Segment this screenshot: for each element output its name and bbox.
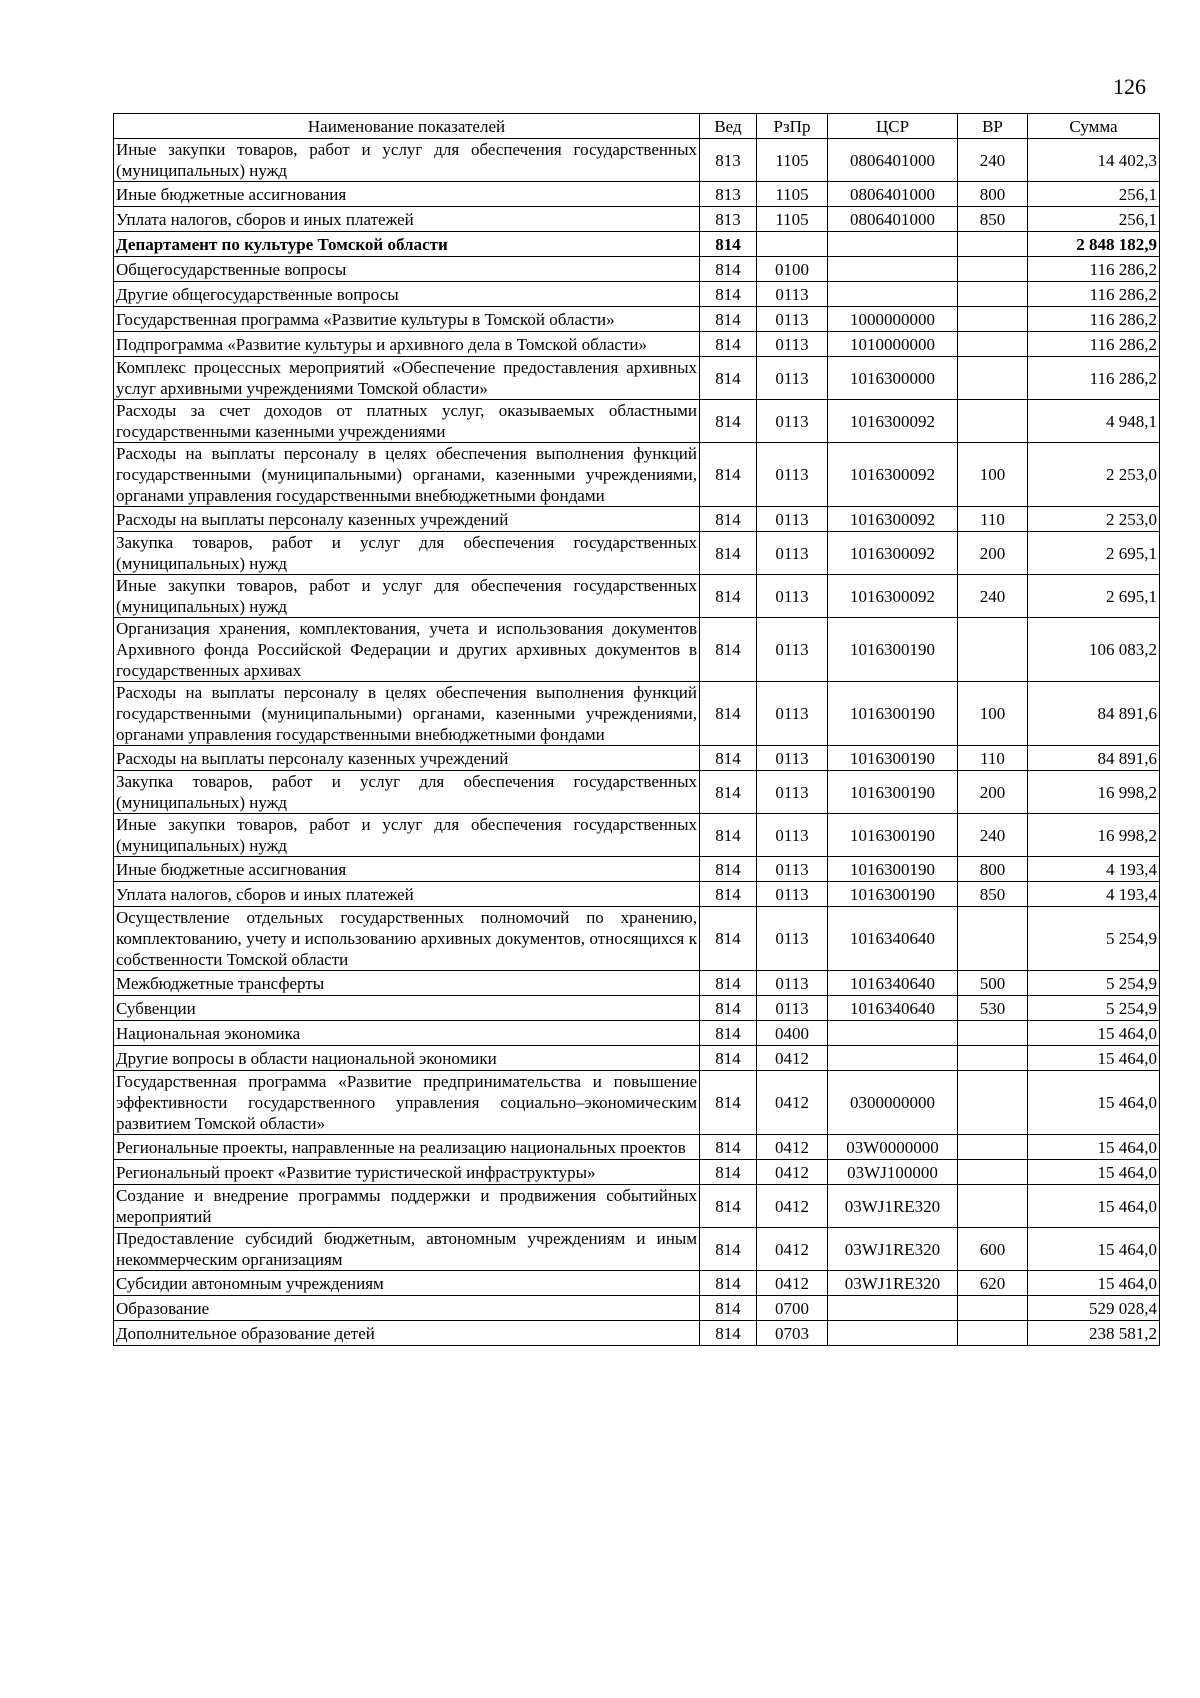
cell-vr: 530 [958, 996, 1028, 1021]
cell-vr [958, 618, 1028, 682]
cell-sum: 15 464,0 [1028, 1046, 1160, 1071]
cell-csr: 0806401000 [828, 139, 958, 182]
cell-name: Организация хранения, комплектования, учета и использования документов Архивного фонда Российской Федерации и других архивных документов в государственных архивах [114, 618, 700, 682]
cell-vr: 800 [958, 182, 1028, 207]
cell-csr: 1016300190 [828, 618, 958, 682]
table-row [114, 1071, 1160, 1135]
cell-vr [958, 232, 1028, 257]
cell-name: Осуществление отдельных государственных полномочий по хранению, комплектованию, учету и использованию архивных документов, относящихся к собственности Томской области [114, 907, 700, 971]
cell-name: Предоставление субсидий бюджетным, автономным учреждениям и иным некоммерческим организациям [114, 1228, 700, 1271]
cell-sum: 16 998,2 [1028, 771, 1160, 814]
cell-sum: 15 464,0 [1028, 1160, 1160, 1185]
table-row [114, 1046, 1160, 1071]
cell-name: Другие общегосударственные вопросы [114, 282, 700, 307]
page-number: 126 [1113, 74, 1146, 99]
cell-rzpr: 0412 [757, 1160, 828, 1185]
cell-sum: 15 464,0 [1028, 1021, 1160, 1046]
cell-sum: 256,1 [1028, 207, 1160, 232]
cell-rzpr: 0113 [757, 618, 828, 682]
cell-vr [958, 1160, 1028, 1185]
cell-rzpr: 0412 [757, 1185, 828, 1228]
table-row [114, 618, 1160, 682]
cell-vr: 110 [958, 746, 1028, 771]
cell-ved: 814 [700, 332, 757, 357]
cell-ved: 814 [700, 1321, 757, 1346]
cell-csr: 03W0000000 [828, 1135, 958, 1160]
cell-rzpr: 0412 [757, 1228, 828, 1271]
table-row [114, 1021, 1160, 1046]
cell-sum: 16 998,2 [1028, 814, 1160, 857]
cell-vr: 600 [958, 1228, 1028, 1271]
cell-ved: 814 [700, 400, 757, 443]
cell-vr [958, 282, 1028, 307]
budget-table [113, 113, 1160, 1346]
cell-sum: 116 286,2 [1028, 307, 1160, 332]
cell-rzpr: 0113 [757, 996, 828, 1021]
cell-name: Образование [114, 1296, 700, 1321]
cell-ved: 814 [700, 857, 757, 882]
cell-ved: 814 [700, 771, 757, 814]
cell-sum: 238 581,2 [1028, 1321, 1160, 1346]
cell-name: Региональный проект «Развитие туристической инфраструктуры» [114, 1160, 700, 1185]
cell-vr: 100 [958, 443, 1028, 507]
table-row [114, 307, 1160, 332]
cell-ved: 814 [700, 971, 757, 996]
cell-csr: 1016300190 [828, 746, 958, 771]
cell-sum: 529 028,4 [1028, 1296, 1160, 1321]
cell-name: Комплекс процессных мероприятий «Обеспечение предоставления архивных услуг архивными учреждениями Томской области» [114, 357, 700, 400]
cell-rzpr: 0113 [757, 907, 828, 971]
cell-vr [958, 257, 1028, 282]
cell-csr: 1016340640 [828, 996, 958, 1021]
cell-rzpr: 0113 [757, 746, 828, 771]
table-row [114, 1228, 1160, 1271]
cell-rzpr: 0113 [757, 332, 828, 357]
cell-ved: 814 [700, 682, 757, 746]
cell-csr [828, 282, 958, 307]
cell-name: Расходы на выплаты персоналу в целях обеспечения выполнения функций государственными (муниципальными) органами, казенными учреждениями, органами управления государственными внебюджетными фондами [114, 682, 700, 746]
cell-name: Иные закупки товаров, работ и услуг для обеспечения государственных (муниципальных) нужд [114, 139, 700, 182]
cell-name: Государственная программа «Развитие культуры в Томской области» [114, 307, 700, 332]
cell-ved: 814 [700, 618, 757, 682]
cell-csr: 0806401000 [828, 182, 958, 207]
cell-csr: 1016300092 [828, 532, 958, 575]
table-row [114, 507, 1160, 532]
cell-rzpr: 0700 [757, 1296, 828, 1321]
table-body [114, 139, 1160, 1346]
header-name: Наименование показателей [114, 114, 700, 139]
cell-rzpr: 0703 [757, 1321, 828, 1346]
cell-name: Расходы на выплаты персоналу казенных учреждений [114, 746, 700, 771]
table-row [114, 882, 1160, 907]
cell-ved: 814 [700, 1185, 757, 1228]
cell-rzpr: 0113 [757, 882, 828, 907]
cell-rzpr: 0113 [757, 971, 828, 996]
cell-sum: 5 254,9 [1028, 907, 1160, 971]
cell-sum: 5 254,9 [1028, 996, 1160, 1021]
cell-csr: 1016300092 [828, 400, 958, 443]
cell-ved: 814 [700, 882, 757, 907]
cell-csr: 1016300092 [828, 443, 958, 507]
table-row [114, 1321, 1160, 1346]
cell-vr: 850 [958, 882, 1028, 907]
cell-vr [958, 1071, 1028, 1135]
cell-csr: 03WJ1RE320 [828, 1185, 958, 1228]
table-row [114, 814, 1160, 857]
table-row [114, 532, 1160, 575]
table-row [114, 232, 1160, 257]
cell-name: Иные закупки товаров, работ и услуг для обеспечения государственных (муниципальных) нужд [114, 814, 700, 857]
cell-ved: 814 [700, 1296, 757, 1321]
cell-sum: 14 402,3 [1028, 139, 1160, 182]
cell-csr [828, 1021, 958, 1046]
cell-ved: 814 [700, 1228, 757, 1271]
cell-name: Дополнительное образование детей [114, 1321, 700, 1346]
cell-csr: 1016300190 [828, 682, 958, 746]
table-header [114, 114, 1160, 139]
cell-rzpr: 0113 [757, 443, 828, 507]
cell-csr: 1016300190 [828, 882, 958, 907]
cell-csr: 1010000000 [828, 332, 958, 357]
cell-rzpr: 1105 [757, 139, 828, 182]
cell-ved: 814 [700, 282, 757, 307]
table-row [114, 971, 1160, 996]
table-row [114, 1296, 1160, 1321]
cell-rzpr: 0113 [757, 400, 828, 443]
cell-vr [958, 907, 1028, 971]
cell-rzpr [757, 232, 828, 257]
cell-ved: 814 [700, 996, 757, 1021]
table-row [114, 746, 1160, 771]
cell-vr: 200 [958, 771, 1028, 814]
cell-vr [958, 1185, 1028, 1228]
table-row [114, 996, 1160, 1021]
cell-ved: 813 [700, 139, 757, 182]
cell-vr [958, 332, 1028, 357]
cell-rzpr: 1105 [757, 182, 828, 207]
table-row [114, 182, 1160, 207]
cell-name: Расходы за счет доходов от платных услуг, оказываемых областными государственными казенными учреждениями [114, 400, 700, 443]
table-row [114, 443, 1160, 507]
table-row [114, 907, 1160, 971]
cell-sum: 15 464,0 [1028, 1135, 1160, 1160]
cell-csr: 1016300190 [828, 857, 958, 882]
header-ved: Вед [700, 114, 757, 139]
cell-ved: 814 [700, 1135, 757, 1160]
cell-name: Межбюджетные трансферты [114, 971, 700, 996]
cell-sum: 5 254,9 [1028, 971, 1160, 996]
cell-csr: 03WJ1RE320 [828, 1228, 958, 1271]
cell-name: Иные закупки товаров, работ и услуг для обеспечения государственных (муниципальных) нужд [114, 575, 700, 618]
cell-name: Иные бюджетные ассигнования [114, 182, 700, 207]
cell-sum: 15 464,0 [1028, 1185, 1160, 1228]
cell-csr: 1016300000 [828, 357, 958, 400]
cell-vr [958, 1321, 1028, 1346]
cell-rzpr: 0113 [757, 857, 828, 882]
cell-name: Региональные проекты, направленные на реализацию национальных проектов [114, 1135, 700, 1160]
cell-vr [958, 1021, 1028, 1046]
cell-csr [828, 1321, 958, 1346]
cell-csr: 0806401000 [828, 207, 958, 232]
cell-vr: 110 [958, 507, 1028, 532]
cell-ved: 814 [700, 1046, 757, 1071]
cell-rzpr: 0412 [757, 1135, 828, 1160]
cell-name: Уплата налогов, сборов и иных платежей [114, 882, 700, 907]
cell-name: Закупка товаров, работ и услуг для обеспечения государственных (муниципальных) нужд [114, 532, 700, 575]
cell-sum: 84 891,6 [1028, 682, 1160, 746]
cell-sum: 116 286,2 [1028, 357, 1160, 400]
cell-rzpr: 0113 [757, 307, 828, 332]
cell-sum: 256,1 [1028, 182, 1160, 207]
header-row [114, 114, 1160, 139]
cell-vr: 240 [958, 814, 1028, 857]
table-row [114, 575, 1160, 618]
cell-csr: 1000000000 [828, 307, 958, 332]
table-row [114, 1185, 1160, 1228]
cell-sum: 2 848 182,9 [1028, 232, 1160, 257]
cell-ved: 814 [700, 257, 757, 282]
cell-name: Субсидии автономным учреждениям [114, 1271, 700, 1296]
cell-csr: 1016340640 [828, 971, 958, 996]
cell-ved: 814 [700, 907, 757, 971]
cell-sum: 2 695,1 [1028, 575, 1160, 618]
cell-csr: 03WJ1RE320 [828, 1271, 958, 1296]
table-row [114, 282, 1160, 307]
cell-ved: 814 [700, 1071, 757, 1135]
table-row [114, 207, 1160, 232]
cell-sum: 15 464,0 [1028, 1271, 1160, 1296]
cell-vr: 500 [958, 971, 1028, 996]
cell-sum: 116 286,2 [1028, 257, 1160, 282]
cell-rzpr: 1105 [757, 207, 828, 232]
cell-sum: 2 695,1 [1028, 532, 1160, 575]
table-row [114, 257, 1160, 282]
cell-rzpr: 0100 [757, 257, 828, 282]
header-vr: ВР [958, 114, 1028, 139]
cell-sum: 4 193,4 [1028, 857, 1160, 882]
cell-vr: 850 [958, 207, 1028, 232]
cell-sum: 116 286,2 [1028, 282, 1160, 307]
table-row [114, 1135, 1160, 1160]
cell-sum: 84 891,6 [1028, 746, 1160, 771]
cell-ved: 814 [700, 357, 757, 400]
table-row [114, 400, 1160, 443]
cell-name: Другие вопросы в области национальной экономики [114, 1046, 700, 1071]
cell-name: Закупка товаров, работ и услуг для обеспечения государственных (муниципальных) нужд [114, 771, 700, 814]
cell-vr: 200 [958, 532, 1028, 575]
cell-ved: 813 [700, 182, 757, 207]
cell-csr [828, 232, 958, 257]
cell-csr: 1016300092 [828, 507, 958, 532]
cell-vr: 240 [958, 139, 1028, 182]
cell-sum: 2 253,0 [1028, 507, 1160, 532]
cell-name: Государственная программа «Развитие предпринимательства и повышение эффективности государственного управления социально–экономическим развитием Томской области» [114, 1071, 700, 1135]
cell-name: Департамент по культуре Томской области [114, 232, 700, 257]
cell-csr: 1016300190 [828, 771, 958, 814]
table-row [114, 682, 1160, 746]
cell-rzpr: 0113 [757, 357, 828, 400]
cell-vr [958, 307, 1028, 332]
cell-csr: 03WJ100000 [828, 1160, 958, 1185]
cell-rzpr: 0412 [757, 1271, 828, 1296]
cell-ved: 814 [700, 814, 757, 857]
cell-csr: 1016300190 [828, 814, 958, 857]
cell-rzpr: 0412 [757, 1046, 828, 1071]
table-row [114, 332, 1160, 357]
cell-ved: 814 [700, 1021, 757, 1046]
cell-ved: 814 [700, 507, 757, 532]
header-sum: Сумма [1028, 114, 1160, 139]
cell-sum: 4 193,4 [1028, 882, 1160, 907]
table-row [114, 1271, 1160, 1296]
cell-rzpr: 0113 [757, 507, 828, 532]
cell-vr: 800 [958, 857, 1028, 882]
cell-sum: 2 253,0 [1028, 443, 1160, 507]
table-row [114, 357, 1160, 400]
cell-ved: 814 [700, 1271, 757, 1296]
table-row [114, 139, 1160, 182]
cell-rzpr: 0113 [757, 575, 828, 618]
header-rzpr: РзПр [757, 114, 828, 139]
cell-vr: 100 [958, 682, 1028, 746]
cell-rzpr: 0412 [757, 1071, 828, 1135]
cell-csr [828, 257, 958, 282]
cell-csr: 0300000000 [828, 1071, 958, 1135]
table-row [114, 771, 1160, 814]
cell-sum: 15 464,0 [1028, 1228, 1160, 1271]
cell-vr [958, 1135, 1028, 1160]
cell-name: Подпрограмма «Развитие культуры и архивного дела в Томской области» [114, 332, 700, 357]
cell-name: Иные бюджетные ассигнования [114, 857, 700, 882]
cell-name: Общегосударственные вопросы [114, 257, 700, 282]
cell-ved: 814 [700, 443, 757, 507]
cell-name: Субвенции [114, 996, 700, 1021]
cell-csr [828, 1046, 958, 1071]
cell-sum: 15 464,0 [1028, 1071, 1160, 1135]
cell-csr: 1016300092 [828, 575, 958, 618]
cell-vr [958, 400, 1028, 443]
cell-rzpr: 0400 [757, 1021, 828, 1046]
cell-rzpr: 0113 [757, 532, 828, 575]
cell-rzpr: 0113 [757, 282, 828, 307]
cell-name: Расходы на выплаты персоналу казенных учреждений [114, 507, 700, 532]
cell-rzpr: 0113 [757, 814, 828, 857]
cell-ved: 814 [700, 1160, 757, 1185]
cell-ved: 814 [700, 575, 757, 618]
header-csr: ЦСР [828, 114, 958, 139]
cell-vr: 620 [958, 1271, 1028, 1296]
cell-sum: 106 083,2 [1028, 618, 1160, 682]
cell-csr: 1016340640 [828, 907, 958, 971]
cell-rzpr: 0113 [757, 682, 828, 746]
cell-rzpr: 0113 [757, 771, 828, 814]
cell-vr [958, 357, 1028, 400]
cell-ved: 814 [700, 746, 757, 771]
cell-name: Создание и внедрение программы поддержки и продвижения событийных мероприятий [114, 1185, 700, 1228]
cell-name: Национальная экономика [114, 1021, 700, 1046]
cell-ved: 814 [700, 307, 757, 332]
cell-ved: 813 [700, 207, 757, 232]
cell-vr [958, 1296, 1028, 1321]
table-row [114, 1160, 1160, 1185]
cell-vr [958, 1046, 1028, 1071]
cell-sum: 4 948,1 [1028, 400, 1160, 443]
cell-ved: 814 [700, 532, 757, 575]
table-row [114, 857, 1160, 882]
cell-sum: 116 286,2 [1028, 332, 1160, 357]
cell-name: Уплата налогов, сборов и иных платежей [114, 207, 700, 232]
cell-ved: 814 [700, 232, 757, 257]
cell-name: Расходы на выплаты персоналу в целях обеспечения выполнения функций государственными (муниципальными) органами, казенными учреждениями, органами управления государственными внебюджетными фондами [114, 443, 700, 507]
cell-vr: 240 [958, 575, 1028, 618]
cell-csr [828, 1296, 958, 1321]
